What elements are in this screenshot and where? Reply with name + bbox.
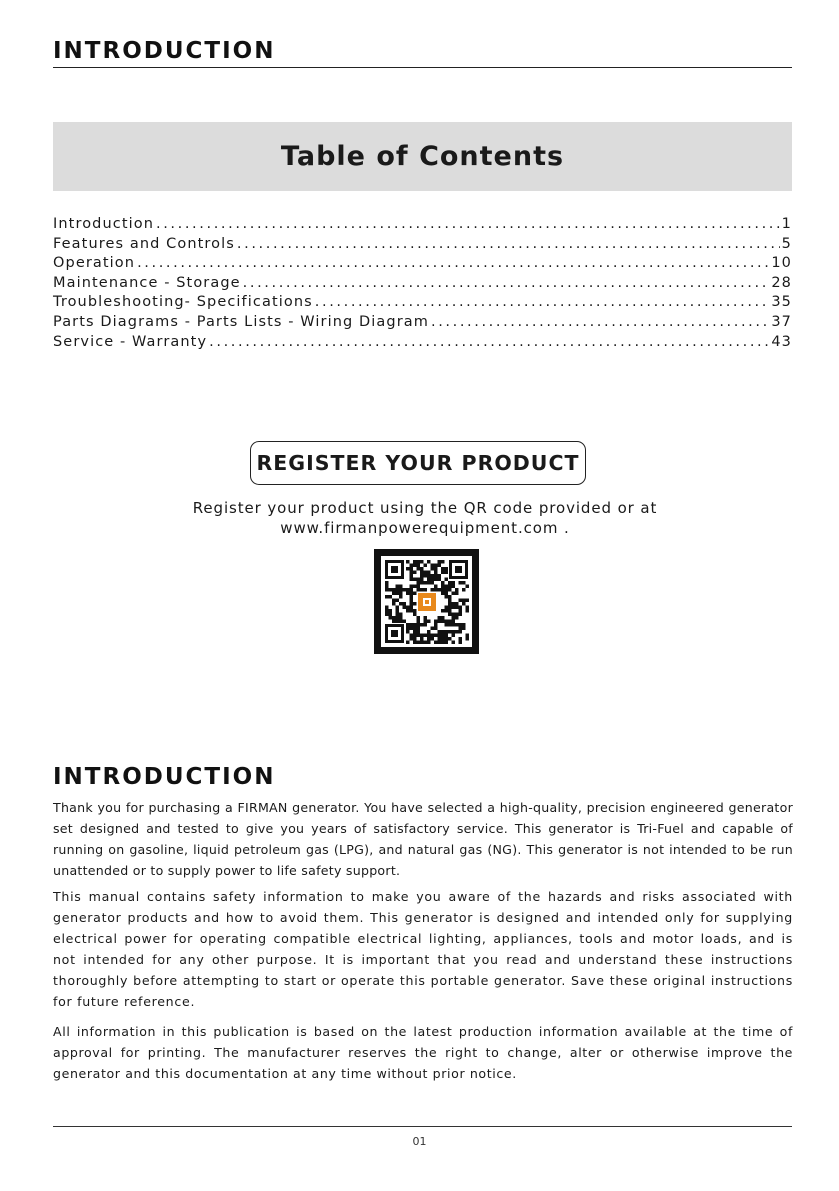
toc-entry-introduction[interactable] (53, 216, 792, 236)
toc-entry-page: 43 (771, 333, 792, 350)
toc-entry-title: Introduction (53, 216, 155, 232)
intro-paragraph-3: All information in this publication is based on the latest production information available at the time of approval for printing. The manufacturer reserves the right to change, alter or otherwise improve the generator and this documentation at any time without prior notice. (53, 1024, 793, 1081)
toc-entry-page: 37 (771, 313, 792, 330)
page-section-title: INTRODUCTION (53, 38, 276, 64)
toc-entry-title: Service - Warranty (53, 333, 208, 350)
register-instructions-line1: Register your product using the QR code provided or at (192, 499, 658, 517)
toc-entry-page: 1 (781, 216, 792, 232)
intro-paragraph-2: This manual contains safety information to make you aware of the hazards and risks associated with generator products and how to avoid them. This generator is designed and intended only for supplying electrical power for operating compatible electrical lighting, appliances, tools and motor loads, and is not intended for any other purpose. It is important that you read and understand these instructions thoroughly before attempting to start or operate this portable generator. Save these original instructions for future reference. (53, 889, 793, 1009)
toc-list (53, 216, 792, 353)
toc-leader-dots (315, 294, 770, 310)
toc-leader-dots (137, 255, 769, 271)
toc-entry-title: Maintenance - Storage (53, 274, 241, 291)
toc-entry-service-warranty[interactable] (53, 334, 792, 354)
toc-leader-dots (209, 334, 769, 350)
qr-code-icon[interactable] (374, 549, 479, 654)
intro-paragraph-1: Thank you for purchasing a FIRMAN generator. You have selected a high-quality, precision engineered generator set designed and tested to give you years of satisfactory service. This generator is Tri-Fuel and capable of running on gasoline, liquid petroleum gas (LPG), and natural gas (NG). This generator is not intended to be run unattended or to supply power to life safety support. (53, 800, 793, 878)
toc-entry-page: 35 (771, 294, 792, 311)
toc-leader-dots (156, 216, 780, 232)
toc-banner (53, 122, 792, 191)
toc-entry-troubleshooting-specifications[interactable] (53, 294, 792, 314)
toc-entry-title: Troubleshooting- Specifications (53, 294, 313, 311)
register-product-badge (250, 441, 586, 485)
toc-leader-dots (243, 275, 770, 291)
footer-divider (53, 1126, 792, 1127)
toc-entry-title: Parts Diagrams - Parts Lists - Wiring Diagram (53, 313, 429, 330)
qr-code-graphic (374, 549, 479, 654)
page-number: 01 (412, 1135, 427, 1148)
toc-entry-title: Operation (53, 255, 136, 272)
toc-entry-page: 10 (771, 255, 792, 272)
introduction-heading: INTRODUCTION (53, 764, 276, 790)
toc-leader-dots (431, 314, 769, 330)
toc-entry-parts-diagrams[interactable] (53, 314, 792, 334)
header-divider (53, 67, 792, 68)
register-instructions (100, 498, 750, 538)
toc-entry-operation[interactable] (53, 255, 792, 275)
register-website-link[interactable]: www.firmanpowerequipment.com . (280, 519, 570, 537)
toc-entry-page: 5 (781, 235, 792, 252)
register-product-label: REGISTER YOUR PRODUCT (256, 451, 580, 475)
toc-leader-dots (237, 236, 780, 252)
toc-title: Table of Contents (280, 141, 565, 172)
toc-entry-maintenance-storage[interactable] (53, 275, 792, 295)
toc-entry-features-and-controls[interactable] (53, 236, 792, 256)
toc-entry-page: 28 (771, 274, 792, 291)
toc-entry-title: Features and Controls (53, 235, 235, 252)
